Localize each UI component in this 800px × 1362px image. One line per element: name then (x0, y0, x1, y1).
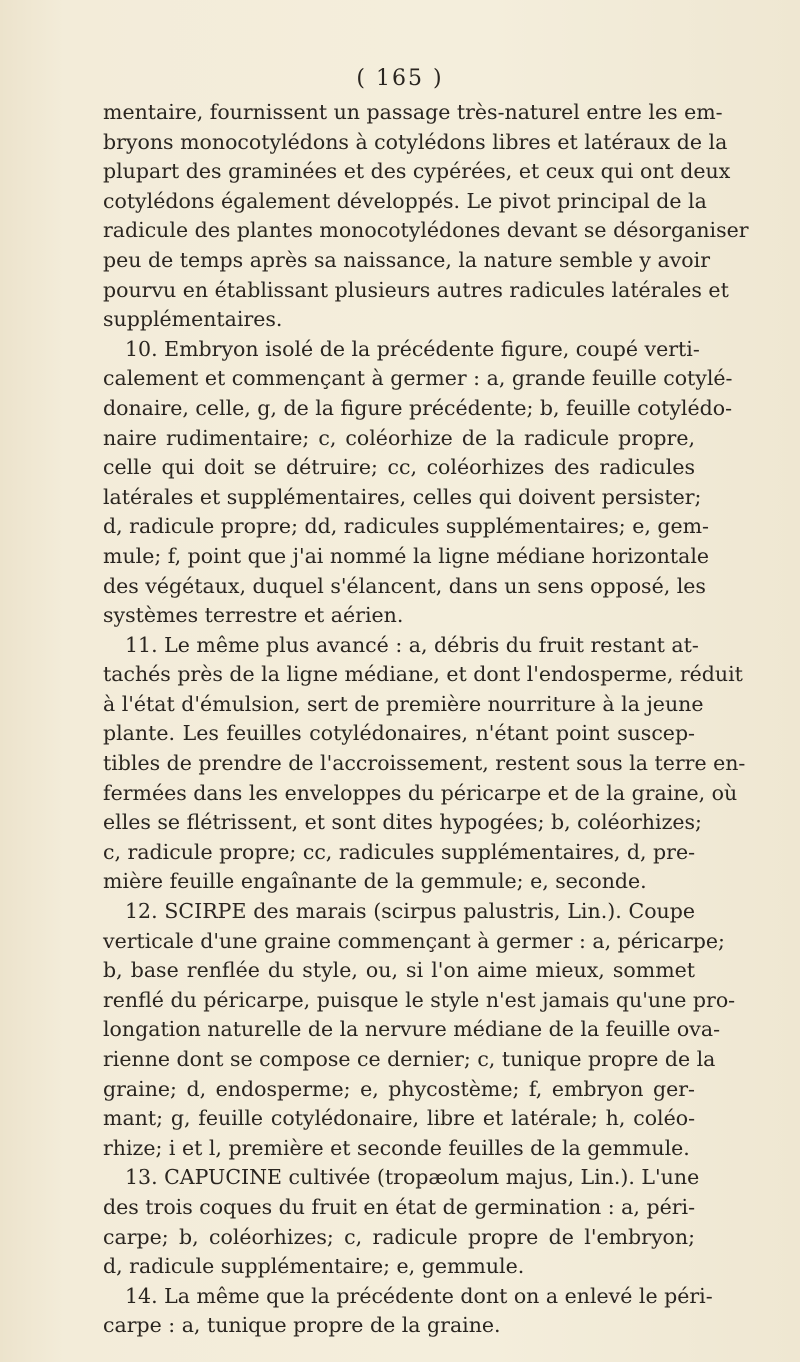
text-line: celle qui doit se détruire; cc, coléorhizes des radicules (103, 455, 695, 480)
text-line: elles se flétrissent, et sont dites hypogées; b, coléorhizes; (103, 810, 702, 835)
text-line: latérales et supplémentaires, celles qui doivent persister; (103, 484, 702, 509)
text-line: verticale d'une graine commençant à germer : a, péricarpe; (103, 928, 725, 953)
text-line: cotylédons également développés. Le pivot principal de la (103, 188, 707, 213)
text-line: donaire, celle, g, de la figure précédente; b, feuille cotylédo- (103, 395, 733, 420)
text-line: naire rudimentaire; c, coléorhize de la radicule propre, (103, 425, 695, 450)
text-line: b, base renflée du style, ou, si l'on aime mieux, sommet (103, 958, 695, 983)
text-line: c, radicule propre; cc, radicules supplémentaires, d, pre- (103, 839, 696, 864)
text-line: 12. SCIRPE des marais (scirpus palustris, Lin.). Coupe (125, 899, 695, 924)
text-line: renflé du péricarpe, puisque le style n'est jamais qu'une pro- (103, 987, 736, 1012)
text-line: des trois coques du fruit en état de germination : a, péri- (103, 1194, 695, 1219)
text-line: supplémentaires. (103, 307, 283, 332)
text-line: 14. La même que la précédente dont on a enlevé le péri- (125, 1283, 713, 1308)
text-line: peu de temps après sa naissance, la nature semble y avoir (103, 247, 711, 272)
text-line: radicule des plantes monocotylédones devant se désorganiser (103, 218, 749, 243)
text-line: mant; g, feuille cotylédonaire, libre et latérale; h, coléo- (103, 1106, 695, 1131)
text-line: carpe : a, tunique propre de la graine. (103, 1313, 501, 1338)
text-line: rienne dont se compose ce dernier; c, tunique propre de la (103, 1047, 716, 1071)
text-line: bryons monocotylédons à cotylédons libres et latéraux de la (103, 129, 728, 154)
text-line: longation naturelle de la nervure médiane de la feuille ova- (103, 1017, 720, 1042)
text-line: carpe; b, coléorhizes; c, radicule propre de l'embryon; (103, 1224, 695, 1249)
text-line: plupart des graminées et des cypérées, et ceux qui ont deux (103, 159, 731, 184)
text-line: tachés près de la ligne médiane, et dont l'endosperme, réduit (103, 662, 743, 687)
text-line: graine; d, endosperme; e, phycostème; f, embryon ger- (103, 1076, 695, 1101)
text-line: systèmes terrestre et aérien. (103, 603, 404, 628)
text-line: tibles de prendre de l'accroissement, restent sous la terre en- (103, 751, 746, 776)
text-line: mentaire, fournissent un passage très-naturel entre les em- (103, 100, 723, 124)
text-line: des végétaux, duquel s'élancent, dans un sens opposé, les (103, 573, 706, 598)
page-number: ( 165 ) (356, 66, 444, 91)
text-line: pourvu en établissant plusieurs autres radicules latérales et (103, 277, 729, 302)
text-line: rhize; i et l, première et seconde feuilles de la gemmule. (103, 1135, 690, 1160)
text-line: 10. Embryon isolé de la précédente figure, coupé verti- (125, 336, 700, 361)
text-line: 13. CAPUCINE cultivée (tropæolum majus, Lin.). L'une (125, 1165, 700, 1190)
text-line: d, radicule supplémentaire; e, gemmule. (103, 1254, 525, 1279)
text-line: d, radicule propre; dd, radicules supplémentaires; e, gem- (103, 514, 709, 539)
text-line: à l'état d'émulsion, sert de première nourriture à la jeune (103, 691, 704, 716)
text-line: fermées dans les enveloppes du péricarpe et de la graine, où (103, 780, 738, 805)
text-line: mule; f, point que j'ai nommé la ligne médiane horizontale (103, 543, 710, 568)
text-line: 11. Le même plus avancé : a, débris du fruit restant at- (125, 632, 699, 657)
text-line: plante. Les feuilles cotylédonaires, n'étant point suscep- (103, 721, 695, 746)
text-line: calement et commençant à germer : a, grande feuille cotylé- (103, 366, 733, 391)
text-line: mière feuille engaînante de la gemmule; e, seconde. (103, 869, 647, 894)
body-text (103, 98, 749, 1341)
